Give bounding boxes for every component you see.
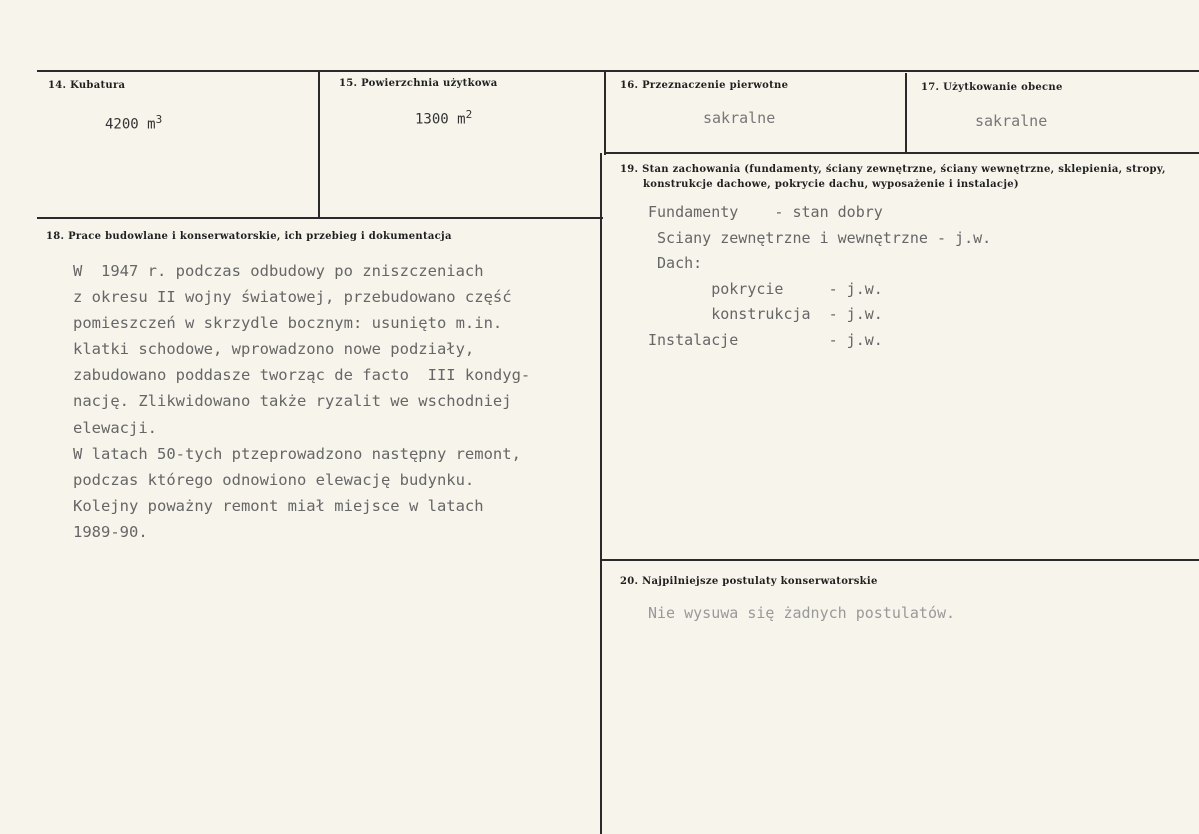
- condition-line: Fundamenty - stan dobry: [648, 203, 883, 221]
- rule-above-20: [600, 559, 1199, 561]
- divider-14-15: [318, 71, 320, 218]
- volume-unit-exponent: 3: [155, 113, 163, 126]
- field-15-label: 15. Powierzchnia użytkowa: [339, 78, 498, 89]
- field-18-text: [73, 258, 598, 545]
- field-19-label-line2: konstrukcje dachowe, pokrycie dachu, wyposażenie i instalacje): [643, 179, 1019, 190]
- field-14-value: [105, 113, 162, 133]
- works-line: pomieszczeń w skrzydle bocznym: usunięto m.in.: [73, 314, 503, 333]
- works-line: 1989-90.: [73, 522, 148, 541]
- field-17-value: sakralne: [975, 112, 1048, 130]
- divider-16-17: [905, 73, 907, 153]
- center-vertical: [600, 153, 602, 834]
- works-line: W latach 50-tych ptzeprowadzono następny remont,: [73, 444, 521, 463]
- volume-value: 4200 m: [105, 116, 156, 133]
- works-line: Kolejny poważny remont miał miejsce w latach: [73, 496, 484, 515]
- works-line: W 1947 r. podczas odbudowy po zniszczeniach: [73, 262, 484, 280]
- top-rule: [37, 70, 1199, 72]
- condition-line: konstrukcja - j.w.: [648, 305, 883, 323]
- works-line: z okresu II wojny światowej, przebudowano część: [73, 288, 512, 307]
- field-19-entries: [648, 200, 991, 353]
- condition-line: pokrycie - j.w.: [648, 279, 883, 298]
- works-line: zabudowano poddasze tworząc de facto III kondyg-: [73, 366, 531, 385]
- works-line: podczas którego odnowiono elewację budynku.: [73, 470, 475, 489]
- works-line: elewacji.: [73, 418, 157, 437]
- works-line: klatki schodowe, wprowadzono nowe podziały,: [73, 340, 475, 359]
- field-17-label: 17. Użytkowanie obecne: [921, 82, 1063, 93]
- field-20-value: Nie wysuwa się żadnych postulatów.: [648, 604, 956, 622]
- field-19-label-line1: 19. Stan zachowania (fundamenty, ściany zewnętrzne, ściany wewnętrzne, sklepienia, stropy,: [620, 164, 1166, 175]
- condition-line: Sciany zewnętrzne i wewnętrzne - j.w.: [648, 228, 992, 247]
- divider-15-16: [604, 71, 606, 155]
- works-line: nację. Zlikwidowano także ryzalit we wschodniej: [73, 392, 512, 411]
- field-20-label: 20. Najpilniejsze postulaty konserwatorskie: [620, 576, 878, 587]
- area-value: 1300 m: [415, 111, 466, 128]
- field-14-label: 14. Kubatura: [48, 80, 126, 91]
- rule-under-16-17: [604, 152, 1199, 154]
- field-16-label: 16. Przeznaczenie pierwotne: [620, 80, 789, 91]
- rule-above-18: [37, 217, 603, 219]
- area-unit-exponent: 2: [465, 108, 473, 121]
- field-18-label: 18. Prace budowlane i konserwatorskie, ich przebieg i dokumentacja: [46, 231, 452, 242]
- condition-line: Instalacje - j.w.: [648, 330, 883, 349]
- field-16-value: sakralne: [703, 109, 776, 127]
- condition-line: Dach:: [648, 254, 703, 272]
- field-15-value: [415, 108, 472, 128]
